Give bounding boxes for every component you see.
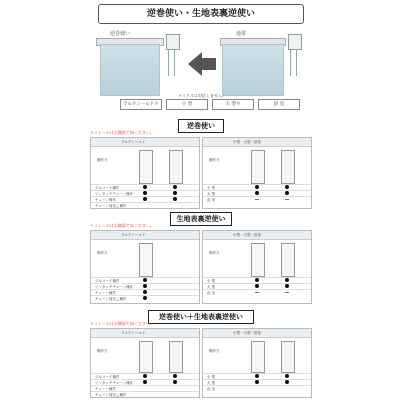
dash-icon	[285, 199, 289, 200]
table-row: ワンタッチチェーン操作	[91, 379, 199, 386]
right-chain-icon	[290, 50, 291, 76]
dot-icon	[173, 197, 177, 201]
section-3-note: ＊ミシールは右側面で向ください。	[90, 321, 154, 326]
table-row: チェーン操作	[91, 196, 199, 203]
table-row: 小 型	[203, 373, 311, 380]
dot-icon	[255, 374, 259, 378]
section-title-1: 逆巻使い	[178, 119, 224, 133]
diagram-icon	[169, 341, 183, 373]
table-row: プルコード操作	[91, 184, 199, 191]
dash-icon	[285, 292, 289, 293]
section-title-2: 生地表裏逆使い	[170, 212, 232, 226]
table-row: チェーン操作	[91, 289, 199, 296]
panel-header: 小型・大型・浴室	[203, 138, 311, 147]
dot-icon	[143, 185, 147, 189]
dot-icon	[255, 380, 259, 384]
left-mech-icon	[166, 34, 180, 50]
table-row: 小 型	[203, 277, 311, 284]
normal-label: 通常	[236, 31, 247, 37]
dot-icon	[173, 380, 177, 384]
dot-icon	[255, 185, 259, 189]
right-mech-icon	[288, 34, 302, 50]
panel-header: ラルクシールド	[91, 329, 199, 338]
option-row	[120, 99, 300, 109]
arrow-tail	[202, 58, 216, 70]
diagram-icon	[139, 341, 153, 373]
table-row: 浴 室	[203, 385, 311, 392]
dash-icon	[255, 199, 259, 200]
panel-sub-label: 操作方	[97, 349, 108, 353]
diagram-icon	[139, 150, 153, 184]
hero-note: ＊ミドルは対応しません。	[178, 93, 227, 98]
dot-icon	[173, 185, 177, 189]
dot-icon	[173, 374, 177, 378]
right-chain-icon-2	[296, 50, 297, 76]
option-small: 小 型	[166, 99, 208, 110]
diagram-icon	[251, 243, 265, 277]
dot-icon	[255, 191, 259, 195]
option-large: 大 型＊	[212, 99, 254, 110]
dot-icon	[143, 380, 147, 384]
section-2-right-panel	[202, 230, 312, 304]
table-row: プルコード操作	[91, 373, 199, 380]
option-bath: 浴 室	[258, 99, 300, 110]
panel-header: 小型・大型・浴室	[203, 329, 311, 338]
reverse-roll-label: 逆巻使い	[110, 31, 131, 37]
section-3-right-panel	[202, 328, 312, 398]
dot-icon	[143, 374, 147, 378]
table-row: チェーン同比し操作	[91, 202, 199, 209]
table-row: ワンタッチチェーン操作	[91, 190, 199, 197]
dot-icon	[143, 284, 147, 288]
left-chain-icon	[168, 50, 169, 76]
table-row: チェーン同比し操作	[91, 295, 199, 302]
section-2-left-panel	[90, 230, 200, 304]
panel-sub-label: 操作方	[209, 349, 220, 353]
page-title: 逆巻使い・生地表裏逆使い	[98, 4, 304, 24]
panel-header: ラルクシールド	[91, 231, 199, 240]
table-row: 浴 室	[203, 289, 311, 296]
panel-header: 小型・大型・浴室	[203, 231, 311, 240]
dot-icon	[143, 278, 147, 282]
section-3-left-panel	[90, 328, 200, 398]
dot-icon	[285, 284, 289, 288]
table-row: 大 型	[203, 379, 311, 386]
diagram-icon	[251, 150, 265, 184]
right-screen	[222, 44, 284, 96]
dot-icon	[143, 191, 147, 195]
section-1-note: ＊ミシールは右側面で向ください。	[90, 130, 154, 135]
table-row: 小 型	[203, 184, 311, 191]
dot-icon	[285, 191, 289, 195]
diagram-icon	[281, 243, 295, 277]
diagram-icon	[251, 341, 265, 373]
dot-icon	[143, 197, 147, 201]
dot-icon	[255, 278, 259, 282]
table-row: 大 型	[203, 283, 311, 290]
dot-icon	[285, 374, 289, 378]
section-2-note: ＊ミシールは右側面で向ください。	[90, 223, 154, 228]
section-1-left-panel	[90, 137, 200, 209]
dot-icon	[143, 296, 147, 300]
panel-sub-label: 操作方	[97, 251, 108, 255]
panel-sub-label: 操作方	[209, 158, 220, 162]
section-title-3: 逆巻使い＋生地表裏逆使い	[148, 310, 254, 324]
table-row: チェーン操作	[91, 385, 199, 392]
panel-header: ラルクシールド	[91, 138, 199, 147]
dot-icon	[143, 290, 147, 294]
table-row: 浴 室	[203, 196, 311, 203]
left-screen	[100, 44, 160, 96]
diagram-icon	[169, 150, 183, 184]
diagram-icon	[281, 150, 295, 184]
table-row: ワンタッチチェーン操作	[91, 283, 199, 290]
diagram-icon	[139, 243, 153, 277]
dot-icon	[285, 185, 289, 189]
option-laruc-shield: ラルクシールド＊	[120, 99, 162, 110]
table-row: 大 型	[203, 190, 311, 197]
panel-sub-label: 操作方	[97, 158, 108, 162]
dot-icon	[285, 380, 289, 384]
arrow-left-icon	[188, 52, 202, 76]
dot-icon	[173, 191, 177, 195]
panel-sub-label: 操作方	[209, 251, 220, 255]
diagram-icon	[281, 341, 295, 373]
left-chain-icon-2	[174, 50, 175, 76]
dot-icon	[285, 278, 289, 282]
table-row: プルコード操作	[91, 277, 199, 284]
dot-icon	[255, 284, 259, 288]
table-row: チェーン同比し操作	[91, 391, 199, 398]
dash-icon	[255, 292, 259, 293]
section-1-right-panel	[202, 137, 312, 209]
